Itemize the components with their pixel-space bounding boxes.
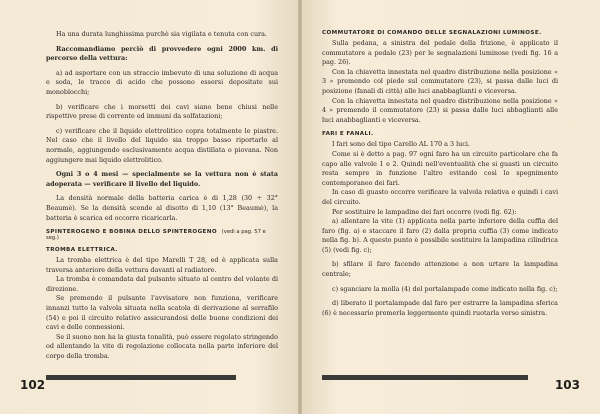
list-item: d) liberato il portalampade dal faro per estrarre la lampadina sferica (6) è necessario premerla leggermente quindi ruotarla verso sinistra.	[322, 299, 558, 317]
section-heading: TROMBA ELETTRICA.	[46, 247, 118, 254]
paragraph: Con la chiavetta innestata nel quadro distribuzione nella posizione « 4 » premendo il commutatore (23) si passa dalle luci abbaglianti alle luci anabbaglianti e viceversa.	[322, 96, 558, 124]
list-item: c) sganciare la molla (4) del portalampade come indicato nella fig. c);	[332, 284, 558, 293]
paragraph: La tromba elettrica è del tipo Marelli T 28, ed è applicata sulla traversa anteriore della vettura davanti al radiatore.	[46, 256, 278, 274]
footer-rule	[46, 375, 236, 380]
paragraph: La tromba è comandata dal pulsante situato al centro del volante di direzione.	[46, 275, 278, 293]
right-page	[302, 0, 600, 414]
paragraph-bold: Ogni 3 o 4 mesi — specialmente se la vettura non è stata adoperata — verificare il livello del liquido.	[46, 170, 278, 188]
section-heading: COMMUTATORE DI COMANDO DELLE SEGNALAZIONI LUMINOSE.	[322, 30, 542, 36]
left-page-text	[46, 30, 278, 374]
footer-rule	[322, 375, 528, 380]
list-item: c) verificare che il liquido elettrolitico copra totalmente le piastre. Nel caso che il livello del liquido sia troppo basso riportarlo al normale, aggiungendo esclusivamente acqua distillata o piovana. Non aggiungere mai liquido elettrolitico.	[46, 126, 278, 164]
page-number: 103	[554, 378, 580, 392]
section-heading: SPINTEROGENO E BOBINA DELLO SPINTEROGENO (vedi a pag. 57 e seg.)	[46, 229, 266, 242]
paragraph: I fari sono del tipo Carello AL 170 a 3 luci.	[332, 140, 470, 149]
section-heading: FARI E FANALI.	[322, 131, 374, 138]
list-item: a) allentare la vite (1) applicata nella parte inferiore della cuffia del faro (fig. a) e staccare il faro (2) dalla propria cuffia (3) come indicato nella fig. b). A questo punto è possibile sostituire la lampadina cilindrica (5) (vedi fig. c);	[322, 217, 558, 254]
paragraph: La densità normale della batteria carica è di 1,28 (30 ÷ 32° Beaumè). Se la densità scende al disotto di 1,10 (13° Beaumè), la batteria è scarica ed occorre ricaricarla.	[46, 194, 278, 222]
paragraph: Ha una durata lunghissima purchè sia vigilata e tenuta con cura.	[56, 30, 267, 38]
paragraph: Come si è detto a pag. 97 ogni faro ha un circuito particolare che fa capo alle valvole 1 e 2. Quindi nell'eventualità che si guasti un circuito resta sempre in funzione l'altro evitando così lo spegnimento contemporaneo dei fari.	[322, 149, 558, 187]
list-item: b) verificare che i morsetti dei cavi siano bene chiusi nelle rispettive prese di corrente ed immuni da solfatazioni;	[46, 102, 278, 121]
left-page	[0, 0, 298, 414]
paragraph: In caso di guasto occorre verificare la valvola relativa e quindi i cavi del circuito.	[322, 188, 558, 206]
paragraph: Se il suono non ha la giusta tonalità, può essere regolato stringendo od allentando la vite di regolazione collocata nella parte inferiore del corpo della tromba.	[46, 332, 278, 361]
right-page-text	[322, 30, 558, 374]
page-number: 102	[20, 378, 46, 392]
paragraph: Con la chiavetta innestata nel quadro distribuzione nella posizione « 3 » premendo col piede sul commutatore (23), si passa dalle luci di posizione (fanali di città) alle luci anabbaglianti e viceversa.	[322, 67, 558, 95]
paragraph: Sulla pedana, a sinistra del pedale della frizione, è applicato il commutatore a pedale (23) per le segnalazioni luminose (vedi fig. 16 a pag. 26).	[322, 39, 558, 67]
list-item: b) sfilare il faro facendo attenzione a non urtare la lampadina centrale;	[322, 260, 558, 279]
paragraph-bold: Raccomandiamo perciò di provvedere ogni 2000 km. di percorso della vettura:	[46, 44, 278, 63]
paragraph: Per sostituire le lampadine dei fari occorre (vedi fig. 62):	[332, 207, 517, 216]
paragraph: Se premendo il pulsante l'avvisatore non funziona, verificare innanzi tutto la valvola situata nella scatola di derivazione al serrafilo (54) e poi il circuito relativo assicurandosi delle buone condizioni dei cavi e delle connessioni.	[46, 294, 278, 332]
list-item: a) ad asportare con un straccio imbevuto di una soluzione di acqua e soda, le tracce di acido che possono essersi depositate sui monoblocchi;	[46, 68, 278, 96]
